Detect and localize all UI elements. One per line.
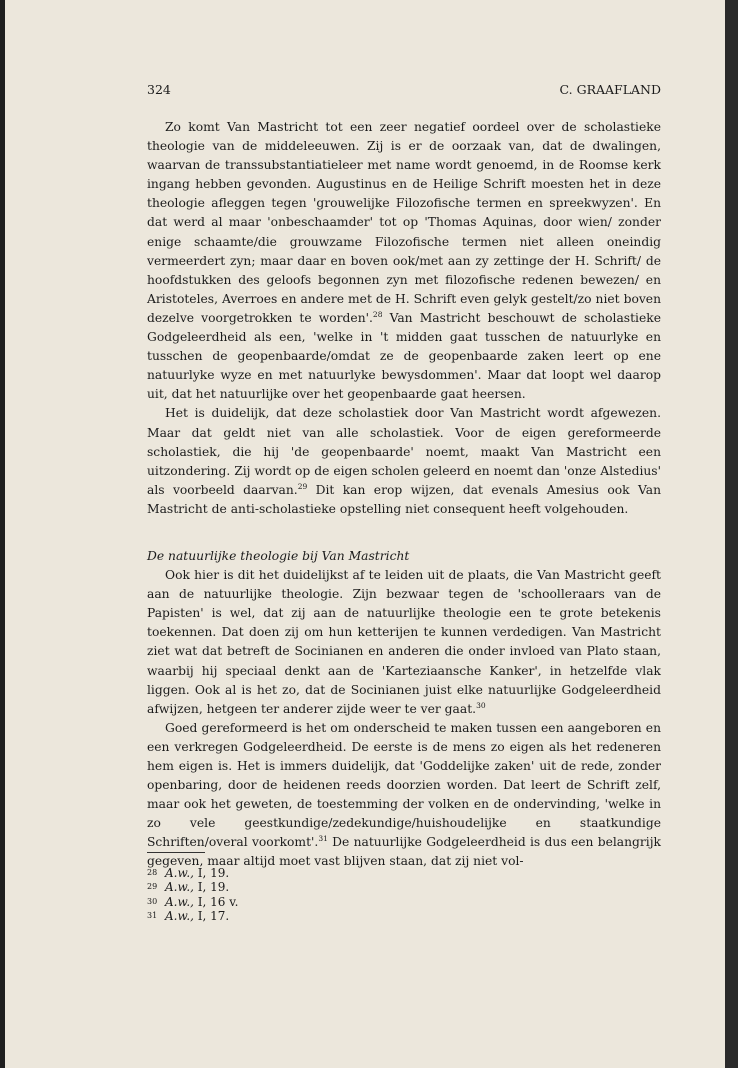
footnote [147, 909, 238, 923]
footnote-source: A.w., [165, 894, 194, 909]
footnote-location: I, 19. [193, 866, 230, 880]
book-page [5, 0, 725, 1068]
footnote-location: I, 16 v. [193, 894, 239, 909]
body-text [147, 118, 661, 872]
footnote-ref: 28 [372, 309, 383, 319]
footnote-ref: 29 [297, 481, 308, 491]
page-number: 324 [147, 82, 171, 97]
paragraph-text: Ook hier is dit het duidelijkst af te leiden uit de plaats, die Van Mastricht geeft aan de natuurlijke theologie. Zijn bezwaar tegen de 'schoolleraars van de Papisten' is wel, dat zij aan de natuurlijke theologie een te grote betekenis toekennen. Dat doen zij om hun ketterijen te kunnen verdedigen. Van Mastricht ziet wat dat betreft de Socinianen en anderen die onder invloed van Plato staan, waarbij hij speciaal denkt aan de 'Karteziaansche Kanker', in hetzelfde vlak liggen. Ook al is het zo, dat de Socinianen juist elke natuurlijke Godgeleerdheid afwijzen, hetgeen ter anderer zijde weer te ver gaat. [147, 568, 661, 716]
footnote-number: 31 [147, 910, 158, 920]
paragraph-text: De natuurlijke Godgeleerdheid is dus een belangrijk gegeven, maar altijd moet vast blijven staan, dat zij niet vol- [147, 835, 661, 869]
paragraph [147, 719, 661, 872]
footnote-ref: 31 [318, 834, 328, 844]
paragraph-text: Van Mastricht beschouwt de scholastieke Godgeleerdheid als een, 'welke in 't midden gaat tusschen de natuurlyke en tusschen de geopenbaarde/omdat ze de geopenbaarde zaken leert op ene natuurlyke wyze en met natuurlyke bewysdommen'. Maar dat loopt wel daarop uit, dat het natuurlijke over het geopenbaarde gaat heersen. [147, 310, 661, 402]
paragraph [147, 566, 661, 719]
running-head: C. GRAAFLAND [559, 82, 661, 97]
footnote [147, 895, 238, 909]
footnote [147, 866, 238, 880]
paragraph-text: Dit kan erop wijzen, dat evenals Amesius ook Van Mastricht de anti-scholastieke opstelling niet consequent heeft volgehouden. [147, 482, 661, 516]
footnote-ref: 30 [476, 700, 486, 710]
paragraph-text: Goed gereformeerd is het om onderscheid te maken tussen een aangeboren en een verkregen Godgeleerdheid. De eerste is de mens zo eigen als het redeneren hem eigen is. Het is immers duidelijk, dat 'Goddelijke zaken' uit de rede, zonder openbaring, door de heidenen reeds doorzien worden. Dat leert de Schrift zelf, maar ook het geweten, de toestemming der volken en de ondervinding, 'welke in zo vele geestkundige/zedekundige/huishoudelijke en staatkundige Schriften/overal voorkomt'. [147, 720, 661, 850]
section-title: De natuurlijke theologie bij Van Mastricht [147, 548, 410, 563]
paragraph [147, 404, 661, 519]
scan-edge [725, 0, 738, 1068]
footnote-number: 30 [147, 896, 158, 906]
page-header [147, 82, 661, 97]
paragraph [147, 118, 661, 404]
paragraph-text: Zo komt Van Mastricht tot een zeer negatief oordeel over de scholastieke theologie van de middeleeuwen. Zij is er de oorzaak van, dat de dwalingen, waarvan de transsubstantiatieleer met name wordt genoemd, in de Roomse kerk ingang hebben gevonden. Augustinus en de Heilige Schrift moesten het in deze theologie afleggen tegen 'grouwelijke Filozofische termen en spreekwyzen'. En dat werd al maar 'onbeschaamder' tot op 'Thomas Aquinas, door wien/ zonder enige schaamte/die grouwzame Filozofische termen niet alleen oneindig vermeerdert zyn; maar daar en boven ook/met aan zy zettinge der H. Schrift/ de hoofdstukken des geloofs begonnen zyn met filozofische redenen bewezen/ en Aristoteles, Averroes en andere met de H. Schrift even gelyk gestelt/zo niet boven dezelve voorgetrokken te worden'. [147, 120, 661, 325]
footnote-location: I, 19. [193, 880, 230, 895]
footnote-number: 28 [147, 868, 158, 877]
footnote-location: I, 17. [193, 908, 230, 923]
footnotes [147, 866, 238, 923]
footnote-rule [147, 852, 205, 853]
footnote-source: A.w., [165, 908, 194, 923]
footnote-source: A.w., [165, 880, 194, 895]
footnote-number: 29 [147, 882, 158, 892]
paragraph-text: Het is duidelijk, dat deze scholastiek door Van Mastricht wordt afgewezen. Maar dat geldt niet van alle scholastiek. Voor de eigen gereformeerde scholastiek, die hij 'de geopenbaarde' noemt, maakt Van Mastricht een uitzondering. Zij wordt op de eigen scholen geleerd en noemt dan 'onze Alstedius' als voorbeeld daarvan. [147, 406, 661, 497]
footnote-source: A.w., [165, 866, 194, 880]
footnote [147, 880, 238, 894]
